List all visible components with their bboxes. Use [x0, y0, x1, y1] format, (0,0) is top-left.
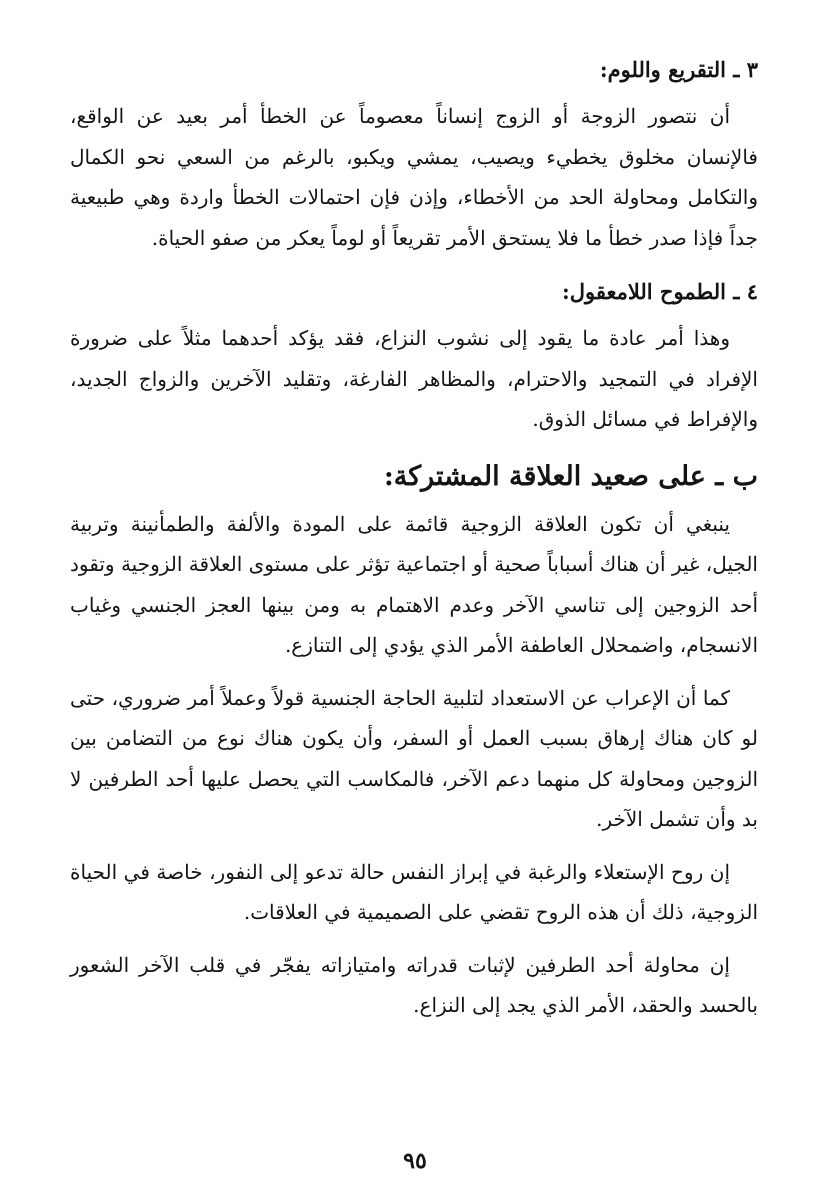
book-page [70, 48, 758, 1148]
paragraph-arrogance: إن روح الإستعلاء والرغبة في إبراز النفس حالة تدعو إلى النفور، خاصة في الحياة الزوجية، ذلك أن هذه الروح تقضي على الصميمية في العلاقات. [70, 859, 758, 924]
subheading-unreasonable-ambition: ٤ ـ الطموح اللامعقول: [562, 279, 758, 304]
paragraph-readiness: كما أن الإعراب عن الاستعداد لتلبية الحاجة الجنسية قولاً وعملاً أمر ضروري، حتى لو كان هناك إرهاق بسبب العمل أو السفر، وأن يكون هناك نوع من التضامن بين الزوجين ومحاولة كل منهما دعم الآخر، فالمكاسب التي يحصل عليها أحد الطرفين لا بد وأن تشمل الآخر. [70, 685, 758, 831]
paragraph-marital-relationship: ينبغي أن تكون العلاقة الزوجية قائمة على المودة والألفة والطمأنينة وتربية الجيل، غير أن هناك أسباباً صحية أو اجتماعية تؤثر على مستوى العلاقة الزوجية وتقود أحد الزوجين إلى تناسي الآخر وعدم الاهتمام به ومن بينها العجز الجنسي وغياب الانسجام، واضمحلال العاطفة الأمر الذي يؤدي إلى التنازع. [70, 511, 758, 657]
section-heading-shared-relationship: ب ـ على صعيد العلاقة المشتركة: [383, 460, 758, 492]
page-number: ٩٥ [403, 1148, 427, 1174]
subheading-reproach: ٣ ـ التقريع واللوم: [599, 57, 758, 82]
paragraph-envy: إن محاولة أحد الطرفين لإثبات قدراته وامتيازاته يفجّر في قلب الآخر الشعور بالحسد والحقد، الأمر الذي يجد إلى النزاع. [70, 952, 758, 1017]
paragraph-ambition: وهذا أمر عادة ما يقود إلى نشوب النزاع، فقد يؤكد أحدهما مثلاً على ضرورة الإفراد في التمجيد والاحترام، والمظاهر الفارغة، وتقليد الآخرين والزواج الجديد، والإفراط في مسائل الذوق. [70, 326, 758, 431]
paragraph-reproach: أن نتصور الزوجة أو الزوج إنساناً معصوماً عن الخطأ أمر بعيد عن الواقع، فالإنسان مخلوق يخطيء ويصيب، يمشي ويكبو، بالرغم من السعي نحو الكمال والتكامل ومحاولة الحد من الأخطاء، وإذن فإن احتمالات الخطأ واردة وهي طبيعية جداً فإذا صدر خطأ ما فلا يستحق الأمر تقريعاً أو لوماً يعكر من صفو الحياة. [70, 104, 758, 250]
